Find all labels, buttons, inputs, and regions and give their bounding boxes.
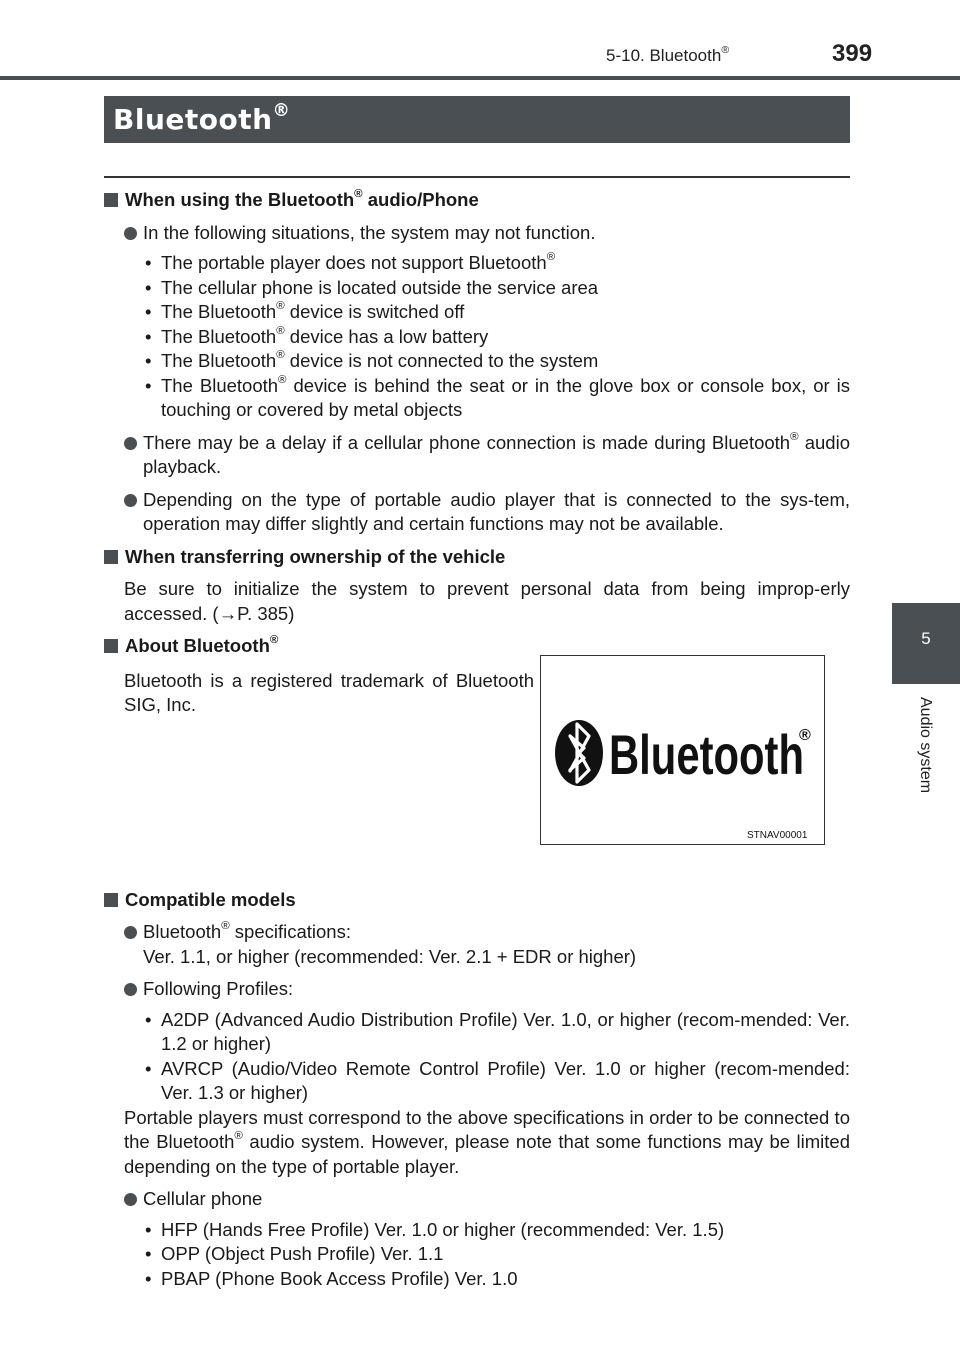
bullet-situations: In the following situations, the system may not function.: [104, 221, 850, 246]
list-item: • The cellular phone is located outside the service area: [143, 276, 850, 301]
bullet-dot-icon: [124, 983, 137, 996]
bullet-dot-icon: [124, 1193, 137, 1206]
arrow-right-icon: →: [218, 602, 238, 624]
page-title-band: [104, 96, 850, 143]
situation-list: [104, 251, 850, 423]
page-title: Bluetooth®: [113, 101, 291, 136]
bullet-player-type: Depending on the type of portable audio player that is connected to the sys-tem, operation may differ slightly and certain functions may not be available.: [104, 488, 850, 537]
transfer-text: Be sure to initialize the system to prevent personal data from being improp-erly accessed. (→P. 385): [124, 578, 850, 624]
bullet-delay: There may be a delay if a cellular phone connection is made during Bluetooth® audio playback.: [104, 431, 850, 480]
profile-list: [104, 1008, 850, 1106]
header-rule: [0, 76, 960, 80]
section-heading-about: About Bluetooth®: [104, 634, 850, 659]
list-item: • PBAP (Phone Book Access Profile) Ver. 1.0: [143, 1267, 850, 1292]
list-item: • AVRCP (Audio/Video Remote Control Profile) Ver. 1.0 or higher (recom-mended: Ver. 1.3 or higher): [143, 1057, 850, 1106]
image-code: STNAV00001: [747, 830, 808, 841]
logo-reg-mark: ®: [799, 727, 811, 744]
section-heading-using: When using the Bluetooth® audio/Phone: [104, 188, 850, 213]
title-rule: [104, 176, 850, 178]
bluetooth-logo: [541, 656, 826, 846]
chapter-label: Audio system: [917, 697, 934, 794]
list-item: • The Bluetooth® device is not connected to the system: [143, 349, 850, 374]
list-item: • The Bluetooth® device is behind the seat or in the glove box or console box, or is touching or covered by metal objects: [143, 374, 850, 423]
logo-wordmark: Bluetooth: [609, 723, 804, 786]
list-item: • A2DP (Advanced Audio Distribution Profile) Ver. 1.0, or higher (recom-mended: Ver. 1.2 or higher): [143, 1008, 850, 1057]
trademark-text: Bluetooth is a registered trademark of Bluetooth SIG, Inc.: [124, 669, 534, 715]
list-item: • The portable player does not support Bluetooth®: [143, 251, 850, 276]
bullet-dot-icon: [124, 437, 137, 450]
bluetooth-logo-figure: [540, 655, 825, 845]
page-number: 399: [832, 40, 873, 67]
list-item: • HFP (Hands Free Profile) Ver. 1.0 or higher (recommended: Ver. 1.5): [143, 1218, 850, 1243]
list-item: • OPP (Object Push Profile) Ver. 1.1: [143, 1242, 850, 1267]
list-item: • The Bluetooth® device is switched off: [143, 300, 850, 325]
section-heading-compatible: Compatible models: [104, 888, 850, 913]
list-item: • The Bluetooth® device has a low battery: [143, 325, 850, 350]
bullet-cellular: Cellular phone: [104, 1187, 850, 1212]
section-heading-transfer: When transferring ownership of the vehicle: [104, 545, 850, 570]
bullet-dot-icon: [124, 494, 137, 507]
bullet-specifications: Bluetooth® specifications: Ver. 1.1, or higher (recommended: Ver. 2.1 + EDR or higher): [104, 920, 850, 969]
chapter-tab: 5: [892, 603, 960, 684]
bullet-profiles: Following Profiles:: [104, 977, 850, 1002]
header-section-title: 5-10. Bluetooth®: [606, 43, 730, 65]
bullet-dot-icon: [124, 926, 137, 939]
bullet-dot-icon: [124, 227, 137, 240]
cellular-list: [104, 1218, 850, 1292]
profiles-note: Portable players must correspond to the above specifications in order to be connected to the Bluetooth® audio system. However, please note that some functions may be limited depending on the type of portable player.: [124, 1106, 850, 1177]
